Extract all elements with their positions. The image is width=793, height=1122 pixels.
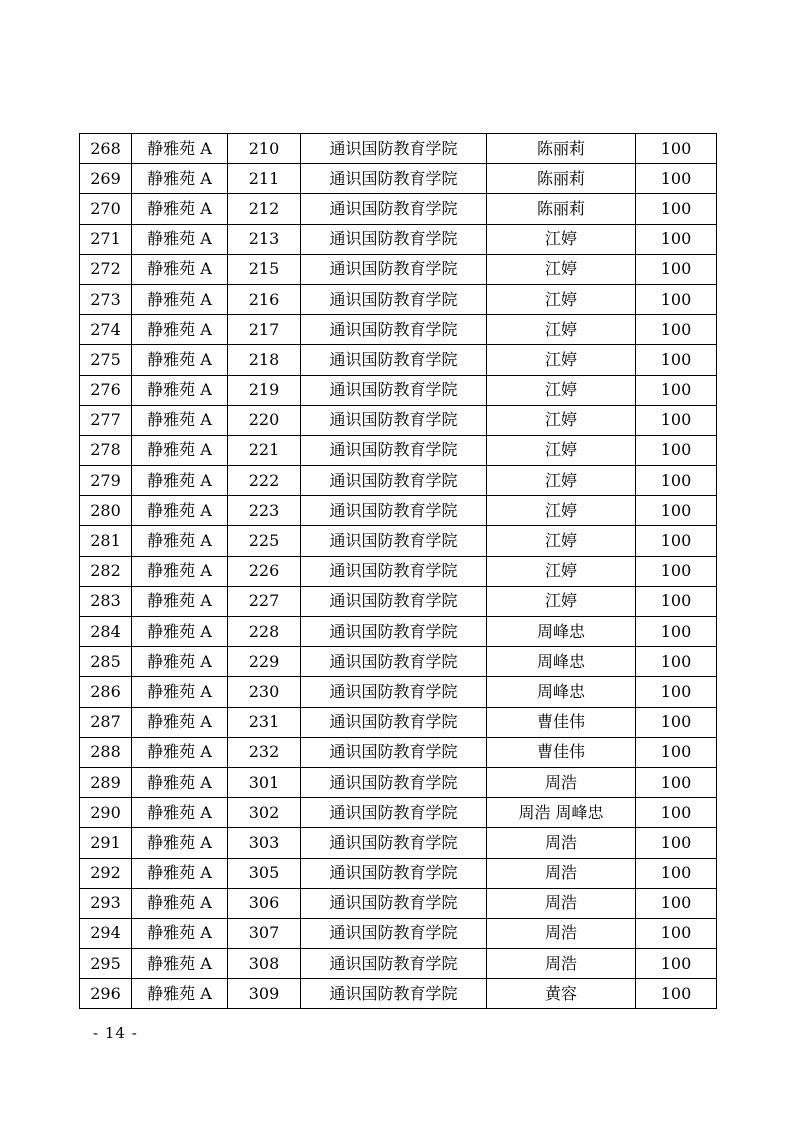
college-cell: 通识国防教育学院 — [301, 466, 487, 496]
dormitory-table — [79, 133, 717, 1009]
table-row — [80, 707, 717, 737]
row-index-cell: 272 — [80, 254, 132, 284]
building-cell: 静雅苑 A — [132, 254, 228, 284]
room-cell: 210 — [228, 134, 301, 164]
college-cell: 通识国防教育学院 — [301, 315, 487, 345]
counselor-cell: 江婷 — [487, 586, 636, 616]
row-index-cell: 288 — [80, 737, 132, 767]
building-cell: 静雅苑 A — [132, 767, 228, 797]
row-index-cell: 296 — [80, 979, 132, 1009]
building-cell: 静雅苑 A — [132, 164, 228, 194]
counselor-cell: 周浩 — [487, 949, 636, 979]
table-row — [80, 617, 717, 647]
counselor-cell: 江婷 — [487, 345, 636, 375]
table-row — [80, 466, 717, 496]
score-cell: 100 — [636, 405, 717, 435]
room-cell: 217 — [228, 315, 301, 345]
table-row — [80, 254, 717, 284]
building-cell: 静雅苑 A — [132, 828, 228, 858]
college-cell: 通识国防教育学院 — [301, 194, 487, 224]
table-row — [80, 949, 717, 979]
room-cell: 228 — [228, 617, 301, 647]
counselor-cell: 江婷 — [487, 466, 636, 496]
room-cell: 303 — [228, 828, 301, 858]
building-cell: 静雅苑 A — [132, 134, 228, 164]
college-cell: 通识国防教育学院 — [301, 164, 487, 194]
table-row — [80, 979, 717, 1009]
room-cell: 212 — [228, 194, 301, 224]
college-cell: 通识国防教育学院 — [301, 949, 487, 979]
room-cell: 221 — [228, 435, 301, 465]
building-cell: 静雅苑 A — [132, 647, 228, 677]
room-cell: 306 — [228, 888, 301, 918]
room-cell: 211 — [228, 164, 301, 194]
score-cell: 100 — [636, 979, 717, 1009]
college-cell: 通识国防教育学院 — [301, 375, 487, 405]
score-cell: 100 — [636, 737, 717, 767]
score-cell: 100 — [636, 254, 717, 284]
counselor-cell: 江婷 — [487, 375, 636, 405]
counselor-cell: 周峰忠 — [487, 647, 636, 677]
score-cell: 100 — [636, 918, 717, 948]
building-cell: 静雅苑 A — [132, 224, 228, 254]
score-cell: 100 — [636, 496, 717, 526]
table-row — [80, 918, 717, 948]
row-index-cell: 289 — [80, 767, 132, 797]
row-index-cell: 279 — [80, 466, 132, 496]
room-cell: 222 — [228, 466, 301, 496]
table-row — [80, 556, 717, 586]
counselor-cell: 周峰忠 — [487, 617, 636, 647]
row-index-cell: 290 — [80, 798, 132, 828]
counselor-cell: 陈丽莉 — [487, 164, 636, 194]
counselor-cell: 周浩 — [487, 888, 636, 918]
row-index-cell: 291 — [80, 828, 132, 858]
room-cell: 216 — [228, 284, 301, 314]
score-cell: 100 — [636, 375, 717, 405]
room-cell: 309 — [228, 979, 301, 1009]
table-row — [80, 647, 717, 677]
room-cell: 301 — [228, 767, 301, 797]
page-number: - 14 - — [93, 1024, 138, 1042]
building-cell: 静雅苑 A — [132, 707, 228, 737]
building-cell: 静雅苑 A — [132, 677, 228, 707]
counselor-cell: 江婷 — [487, 435, 636, 465]
room-cell: 215 — [228, 254, 301, 284]
college-cell: 通识国防教育学院 — [301, 677, 487, 707]
row-index-cell: 284 — [80, 617, 132, 647]
score-cell: 100 — [636, 707, 717, 737]
college-cell: 通识国防教育学院 — [301, 224, 487, 254]
room-cell: 231 — [228, 707, 301, 737]
counselor-cell: 周浩 周峰忠 — [487, 798, 636, 828]
score-cell: 100 — [636, 647, 717, 677]
score-cell: 100 — [636, 224, 717, 254]
counselor-cell: 江婷 — [487, 224, 636, 254]
room-cell: 226 — [228, 556, 301, 586]
row-index-cell: 281 — [80, 526, 132, 556]
table-row — [80, 134, 717, 164]
row-index-cell: 277 — [80, 405, 132, 435]
row-index-cell: 273 — [80, 284, 132, 314]
room-cell: 230 — [228, 677, 301, 707]
table-row — [80, 345, 717, 375]
table-row — [80, 224, 717, 254]
row-index-cell: 286 — [80, 677, 132, 707]
table-row — [80, 828, 717, 858]
counselor-cell: 江婷 — [487, 315, 636, 345]
table-row — [80, 435, 717, 465]
score-cell: 100 — [636, 556, 717, 586]
score-cell: 100 — [636, 194, 717, 224]
counselor-cell: 周浩 — [487, 828, 636, 858]
score-cell: 100 — [636, 435, 717, 465]
room-cell: 302 — [228, 798, 301, 828]
building-cell: 静雅苑 A — [132, 737, 228, 767]
building-cell: 静雅苑 A — [132, 617, 228, 647]
table-row — [80, 284, 717, 314]
room-cell: 220 — [228, 405, 301, 435]
row-index-cell: 276 — [80, 375, 132, 405]
college-cell: 通识国防教育学院 — [301, 586, 487, 616]
college-cell: 通识国防教育学院 — [301, 617, 487, 647]
building-cell: 静雅苑 A — [132, 375, 228, 405]
row-index-cell: 285 — [80, 647, 132, 677]
college-cell: 通识国防教育学院 — [301, 435, 487, 465]
college-cell: 通识国防教育学院 — [301, 918, 487, 948]
row-index-cell: 282 — [80, 556, 132, 586]
row-index-cell: 268 — [80, 134, 132, 164]
college-cell: 通识国防教育学院 — [301, 284, 487, 314]
building-cell: 静雅苑 A — [132, 345, 228, 375]
score-cell: 100 — [636, 134, 717, 164]
college-cell: 通识国防教育学院 — [301, 254, 487, 284]
building-cell: 静雅苑 A — [132, 949, 228, 979]
building-cell: 静雅苑 A — [132, 194, 228, 224]
building-cell: 静雅苑 A — [132, 888, 228, 918]
building-cell: 静雅苑 A — [132, 315, 228, 345]
row-index-cell: 283 — [80, 586, 132, 616]
table-row — [80, 677, 717, 707]
score-cell: 100 — [636, 586, 717, 616]
table-row — [80, 526, 717, 556]
college-cell: 通识国防教育学院 — [301, 345, 487, 375]
table-row — [80, 164, 717, 194]
counselor-cell: 周峰忠 — [487, 677, 636, 707]
table-row — [80, 375, 717, 405]
college-cell: 通识国防教育学院 — [301, 798, 487, 828]
room-cell: 307 — [228, 918, 301, 948]
room-cell: 223 — [228, 496, 301, 526]
counselor-cell: 陈丽莉 — [487, 194, 636, 224]
college-cell: 通识国防教育学院 — [301, 134, 487, 164]
score-cell: 100 — [636, 767, 717, 797]
score-cell: 100 — [636, 828, 717, 858]
table-row — [80, 405, 717, 435]
counselor-cell: 周浩 — [487, 918, 636, 948]
counselor-cell: 曹佳伟 — [487, 707, 636, 737]
college-cell: 通识国防教育学院 — [301, 767, 487, 797]
table-row — [80, 767, 717, 797]
row-index-cell: 269 — [80, 164, 132, 194]
room-cell: 213 — [228, 224, 301, 254]
college-cell: 通识国防教育学院 — [301, 556, 487, 586]
room-cell: 219 — [228, 375, 301, 405]
building-cell: 静雅苑 A — [132, 798, 228, 828]
row-index-cell: 295 — [80, 949, 132, 979]
building-cell: 静雅苑 A — [132, 979, 228, 1009]
row-index-cell: 274 — [80, 315, 132, 345]
building-cell: 静雅苑 A — [132, 496, 228, 526]
score-cell: 100 — [636, 888, 717, 918]
table-row — [80, 194, 717, 224]
row-index-cell: 294 — [80, 918, 132, 948]
college-cell: 通识国防教育学院 — [301, 405, 487, 435]
counselor-cell: 周浩 — [487, 767, 636, 797]
counselor-cell: 周浩 — [487, 858, 636, 888]
table-row — [80, 586, 717, 616]
building-cell: 静雅苑 A — [132, 586, 228, 616]
score-cell: 100 — [636, 466, 717, 496]
table-row — [80, 315, 717, 345]
counselor-cell: 江婷 — [487, 496, 636, 526]
building-cell: 静雅苑 A — [132, 466, 228, 496]
building-cell: 静雅苑 A — [132, 435, 228, 465]
building-cell: 静雅苑 A — [132, 405, 228, 435]
score-cell: 100 — [636, 526, 717, 556]
counselor-cell: 江婷 — [487, 526, 636, 556]
score-cell: 100 — [636, 858, 717, 888]
table-row — [80, 737, 717, 767]
score-cell: 100 — [636, 949, 717, 979]
table-row — [80, 888, 717, 918]
college-cell: 通识国防教育学院 — [301, 496, 487, 526]
row-index-cell: 292 — [80, 858, 132, 888]
counselor-cell: 江婷 — [487, 556, 636, 586]
building-cell: 静雅苑 A — [132, 858, 228, 888]
college-cell: 通识国防教育学院 — [301, 828, 487, 858]
building-cell: 静雅苑 A — [132, 918, 228, 948]
score-cell: 100 — [636, 677, 717, 707]
score-cell: 100 — [636, 315, 717, 345]
score-cell: 100 — [636, 798, 717, 828]
room-cell: 227 — [228, 586, 301, 616]
college-cell: 通识国防教育学院 — [301, 979, 487, 1009]
building-cell: 静雅苑 A — [132, 284, 228, 314]
table-body — [80, 134, 717, 1009]
row-index-cell: 278 — [80, 435, 132, 465]
row-index-cell: 275 — [80, 345, 132, 375]
room-cell: 305 — [228, 858, 301, 888]
score-cell: 100 — [636, 284, 717, 314]
college-cell: 通识国防教育学院 — [301, 888, 487, 918]
counselor-cell: 陈丽莉 — [487, 134, 636, 164]
row-index-cell: 287 — [80, 707, 132, 737]
row-index-cell: 271 — [80, 224, 132, 254]
college-cell: 通识国防教育学院 — [301, 526, 487, 556]
row-index-cell: 270 — [80, 194, 132, 224]
room-cell: 229 — [228, 647, 301, 677]
counselor-cell: 江婷 — [487, 254, 636, 284]
building-cell: 静雅苑 A — [132, 556, 228, 586]
row-index-cell: 280 — [80, 496, 132, 526]
college-cell: 通识国防教育学院 — [301, 858, 487, 888]
room-cell: 225 — [228, 526, 301, 556]
row-index-cell: 293 — [80, 888, 132, 918]
table-row — [80, 858, 717, 888]
table-row — [80, 798, 717, 828]
room-cell: 218 — [228, 345, 301, 375]
counselor-cell: 江婷 — [487, 405, 636, 435]
score-cell: 100 — [636, 345, 717, 375]
score-cell: 100 — [636, 164, 717, 194]
counselor-cell: 曹佳伟 — [487, 737, 636, 767]
college-cell: 通识国防教育学院 — [301, 647, 487, 677]
college-cell: 通识国防教育学院 — [301, 707, 487, 737]
counselor-cell: 江婷 — [487, 284, 636, 314]
room-cell: 308 — [228, 949, 301, 979]
building-cell: 静雅苑 A — [132, 526, 228, 556]
counselor-cell: 黄容 — [487, 979, 636, 1009]
score-cell: 100 — [636, 617, 717, 647]
college-cell: 通识国防教育学院 — [301, 737, 487, 767]
table-row — [80, 496, 717, 526]
room-cell: 232 — [228, 737, 301, 767]
